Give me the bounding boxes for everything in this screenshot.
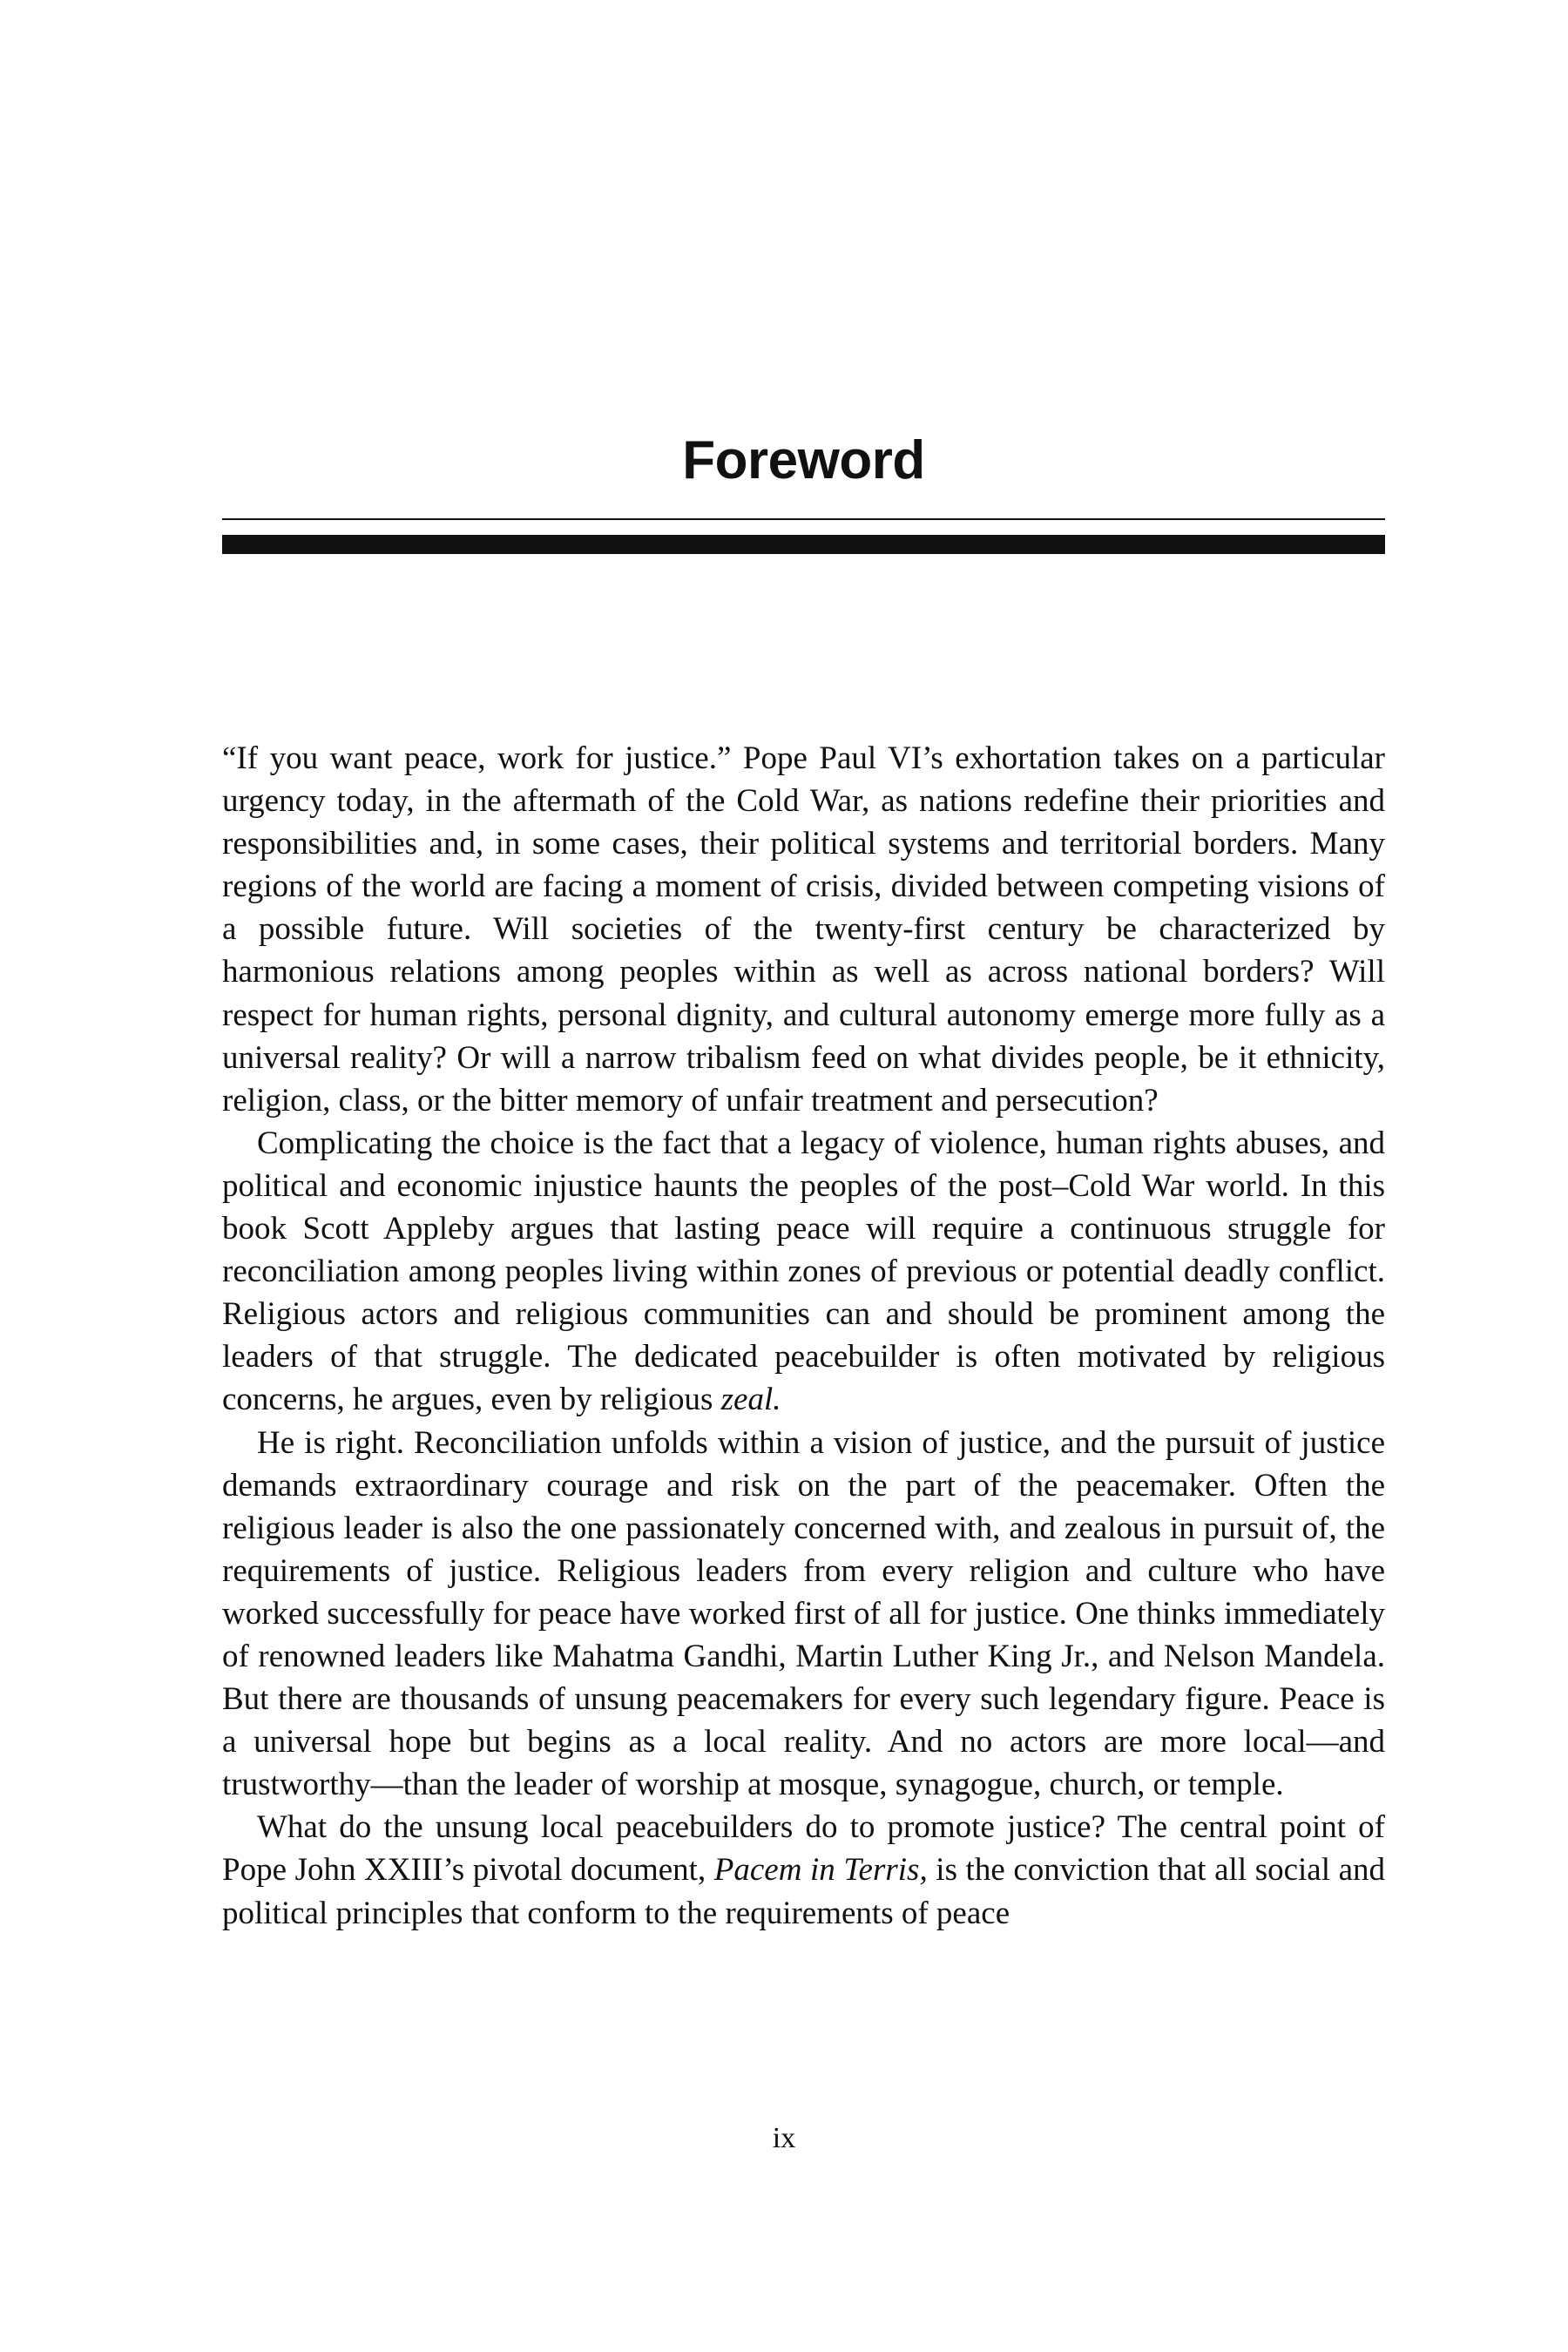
paragraph-4	[222, 1806, 1385, 1934]
paragraph-3-text: He is right. Reconciliation unfolds within a vision of justice, and the pursuit of justice demands extraordinary courage and risk on the part of the peacemaker. Often the religious leader is also the one passionately concerned with, and zealous in pursuit of, the requirements of justice. Religious leaders from every religion and culture who have worked successfully for peace have worked first of all for justice. One thinks immediately of renowned leaders like Mahatma Gandhi, Martin Luther King Jr., and Nelson Mandela. But there are thousands of unsung peacemakers for every such legendary figure. Peace is a universal hope but begins as a local reality. And no actors are more local—and trustworthy—than the leader of worship at mosque, synagogue, church, or temple.	[222, 1424, 1385, 1803]
paragraph-4-italic-title: Pacem in Terris,	[713, 1852, 928, 1889]
title-rule-thick	[222, 535, 1385, 554]
title-rule-thin	[222, 518, 1385, 520]
page-number: ix	[772, 2122, 796, 2154]
paragraph-2-text: Complicating the choice is the fact that a legacy of violence, human rights abuses, and political and economic injustice haunts the peoples of the post–Cold War world. In this book Scott Appleby argues that lasting peace will require a continuous struggle for reconciliation among peoples living within zones of previous or potential deadly conflict. Religious actors and religious communities can and should be prominent among the leaders of that struggle. The dedicated peacebuilder is often motivated by religious concerns, he argues, even by religious	[222, 1125, 1385, 1418]
paragraph-1	[222, 737, 1385, 1122]
paragraph-2	[222, 1122, 1385, 1422]
chapter-title: Foreword	[682, 430, 925, 490]
paragraph-4-text-end: is the conviction that all social and political principles that conform to the requirements of peace	[222, 1852, 1385, 1931]
paragraph-4-text-start: What do the unsung local peacebuilders do to promote justice? The central point of Pope John XXIII’s pivotal document,	[222, 1809, 1385, 1889]
paragraph-1-text: “If you want peace, work for justice.” Pope Paul VI’s exhortation takes on a particular urgency today, in the aftermath of the Cold War, as nations redefine their priorities and responsibilities and, in some cases, their political systems and territorial borders. Many regions of the world are facing a moment of crisis, divided between competing visions of a possible future. Will societies of the twenty-first century be characterized by harmonious relations among peoples within as well as across national borders? Will respect for human rights, personal dignity, and cultural autonomy emerge more fully as a universal reality? Or will a narrow tribalism feed on what divides people, be it ethnicity, religion, class, or the bitter memory of unfair treatment and persecution?	[222, 740, 1385, 1119]
body-text	[222, 737, 1385, 1935]
paragraph-2-italic: zeal.	[720, 1382, 781, 1418]
paragraph-3	[222, 1422, 1385, 1807]
